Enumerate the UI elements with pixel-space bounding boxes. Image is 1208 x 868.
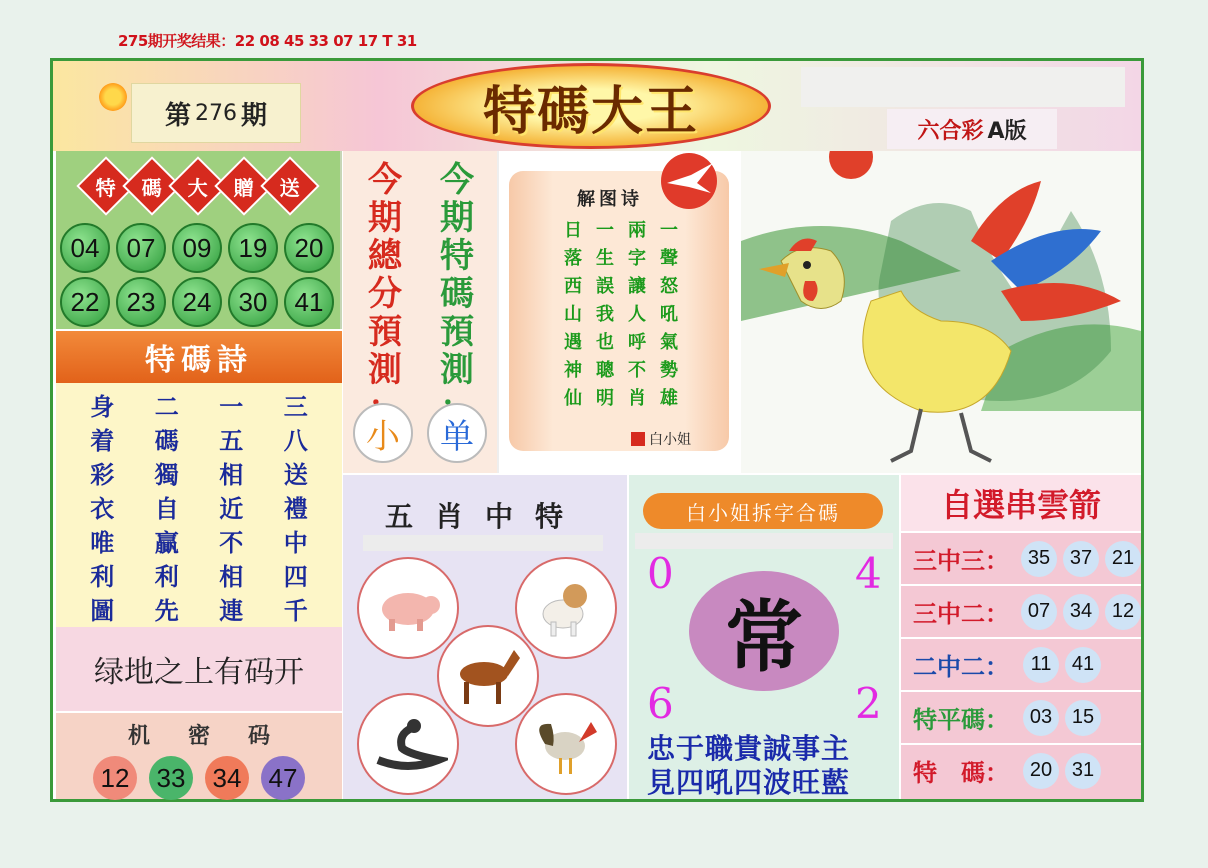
title-logo <box>411 63 771 149</box>
gift-title-char: 送 <box>260 156 319 215</box>
signature-text: 白小姐 <box>649 432 691 448</box>
digit-bottom-left: 6 <box>647 679 674 728</box>
poem-char: 贏 <box>154 528 179 557</box>
series-number-ball: 12 <box>1105 594 1141 630</box>
stamp-icon <box>631 432 645 446</box>
scroll-signature <box>631 429 691 449</box>
gift-numbers <box>56 223 340 327</box>
scroll-char: 遇 <box>564 332 582 353</box>
series-numbers <box>1021 594 1141 630</box>
poem-char: 二 <box>154 392 179 421</box>
series-number-ball: 03 <box>1023 700 1059 736</box>
secret-section <box>56 713 342 799</box>
number-ball: 19 <box>228 223 278 273</box>
poem-column <box>264 391 329 627</box>
scroll-char: 神 <box>564 360 582 381</box>
scroll-char: 聲 <box>660 248 678 269</box>
gift-title <box>56 165 340 207</box>
total-score-prediction-label <box>363 161 407 427</box>
self-selected-series <box>901 475 1141 799</box>
edition-label <box>887 109 1057 149</box>
secret-number-ball: 12 <box>93 756 137 800</box>
scroll-char: 一 <box>596 220 614 241</box>
prediction-char: 特 <box>440 236 474 276</box>
secret-number-ball: 33 <box>149 756 193 800</box>
poem-char: 身 <box>90 392 115 421</box>
scroll-char: 肖 <box>628 388 646 409</box>
poem-body <box>56 383 342 627</box>
split-character: 常 <box>689 571 839 691</box>
scroll-char: 讓 <box>628 276 646 297</box>
scroll-poem <box>557 219 685 411</box>
number-ball: 20 <box>284 223 334 273</box>
poem-char: 圖 <box>90 596 115 625</box>
scroll-char: 字 <box>628 248 646 269</box>
period-label <box>131 83 301 143</box>
poem-char: 碼 <box>154 426 179 455</box>
number-ball: 07 <box>116 223 166 273</box>
series-row <box>901 584 1141 637</box>
poem-char: 五 <box>219 426 244 455</box>
scroll-char: 也 <box>596 332 614 353</box>
scroll-char: 雄 <box>660 388 678 409</box>
secret-number-ball: 34 <box>205 756 249 800</box>
prediction-char: 測 <box>368 350 402 390</box>
prediction-char: 預 <box>440 312 474 352</box>
snake-icon <box>357 693 459 795</box>
series-row <box>901 637 1141 690</box>
poem-title-text: 特碼詩 <box>145 343 253 378</box>
period-suffix: 期 <box>241 100 268 131</box>
secret-title: 机 密 码 <box>127 723 271 749</box>
poem-char: 禮 <box>283 494 308 523</box>
scroll-char: 呼 <box>628 332 646 353</box>
series-number-ball: 31 <box>1065 753 1101 789</box>
character-row-1: 忠于職貴誠事主 <box>647 732 851 765</box>
secret-number-ball: 47 <box>261 756 305 800</box>
prediction-char: 期 <box>368 198 402 238</box>
prediction-char: 今 <box>440 160 474 200</box>
secret-numbers <box>56 756 342 800</box>
rooster-icon <box>741 151 1141 473</box>
series-label: 三中二： <box>913 599 1009 628</box>
character-code-title: 白小姐拆字合碼 <box>643 493 883 529</box>
series-number-ball: 37 <box>1063 541 1099 577</box>
previous-result: 275期开奖结果：22 08 45 33 07 17 T 31 <box>118 32 417 50</box>
prediction-char: 今 <box>368 160 402 200</box>
prediction-char: 預 <box>368 312 402 352</box>
number-ball: 24 <box>172 277 222 327</box>
series-number-ball: 11 <box>1023 647 1059 683</box>
header-banner <box>53 61 1141 151</box>
scroll-char: 不 <box>628 360 646 381</box>
series-label: 特平碼： <box>913 705 1009 734</box>
poem-char: 彩 <box>90 460 115 489</box>
poem-char: 不 <box>219 528 244 557</box>
poem-char: 千 <box>283 596 308 625</box>
poem-title <box>56 331 342 383</box>
prediction-char: 期 <box>440 198 474 238</box>
poem-char: 自 <box>154 494 179 523</box>
prediction-char: 測 <box>440 350 474 390</box>
poem-column <box>199 391 264 627</box>
scroll-char: 聰 <box>596 360 614 381</box>
scroll-char: 西 <box>564 276 582 297</box>
series-row <box>901 743 1141 796</box>
scroll-char: 人 <box>628 304 646 325</box>
series-number-ball: 21 <box>1105 541 1141 577</box>
number-ball: 41 <box>284 277 334 327</box>
poem-char: 唯 <box>90 528 115 557</box>
gift-title-char: 特 <box>76 156 135 215</box>
poem-column <box>135 391 200 627</box>
digit-bottom-right: 2 <box>855 679 882 728</box>
number-ball: 04 <box>60 223 110 273</box>
series-row <box>901 531 1141 584</box>
edition-prefix: 六合彩 <box>917 118 984 144</box>
dog-icon <box>515 557 617 659</box>
scroll-char: 明 <box>596 388 614 409</box>
scroll-char: 兩 <box>628 220 646 241</box>
edition-suffix: A版 <box>987 118 1027 144</box>
five-zodiac-title: 五肖中特 <box>384 500 585 533</box>
scroll-char: 生 <box>596 248 614 269</box>
blank-bar <box>635 533 893 549</box>
series-number-ball: 07 <box>1021 594 1057 630</box>
series-label: 三中三： <box>913 546 1009 575</box>
period-prefix: 第 <box>164 100 191 131</box>
blank-bar <box>801 67 1125 107</box>
gift-section <box>56 151 342 329</box>
series-number-ball: 35 <box>1021 541 1057 577</box>
bird-icon <box>661 153 717 209</box>
scroll-char: 我 <box>596 304 614 325</box>
rooster-illustration <box>741 151 1141 473</box>
series-number-ball: 15 <box>1065 700 1101 736</box>
digit-top-right: 4 <box>855 549 882 598</box>
number-ball: 22 <box>60 277 110 327</box>
digit-top-left: 0 <box>647 549 674 598</box>
poem-column <box>70 391 135 627</box>
title-text: 特碼大王 <box>482 80 699 142</box>
prediction-char: 分 <box>368 274 402 314</box>
series-label: 特 碼： <box>913 758 1009 787</box>
poem-char: 着 <box>90 426 115 455</box>
poem-char: 四 <box>283 562 308 591</box>
prediction-char: 碼 <box>440 274 474 314</box>
poem-char: 利 <box>90 562 115 591</box>
series-numbers <box>1023 700 1101 736</box>
scroll-char: 落 <box>564 248 582 269</box>
poem-char: 衣 <box>90 494 115 523</box>
special-code-prediction-label <box>435 161 479 427</box>
blank-bar <box>363 535 603 551</box>
scroll-char: 勢 <box>660 360 678 381</box>
scroll-title: 解图诗 <box>577 189 643 210</box>
gift-title-char: 大 <box>168 156 227 215</box>
prediction-panel <box>343 151 499 473</box>
total-score-answer: 小 <box>353 403 413 463</box>
series-number-ball: 34 <box>1063 594 1099 630</box>
poem-char: 先 <box>154 596 179 625</box>
gift-title-char: 碼 <box>122 156 181 215</box>
poem-char: 利 <box>154 562 179 591</box>
series-numbers <box>1023 647 1101 683</box>
series-title: 自選串雲箭 <box>901 475 1141 531</box>
sun-icon <box>99 83 127 111</box>
period-number: 276 <box>195 100 237 126</box>
number-ball: 09 <box>172 223 222 273</box>
rooster-icon <box>515 693 617 795</box>
scroll-char: 吼 <box>660 304 678 325</box>
riddle-scroll <box>501 151 741 473</box>
scroll-char: 仙 <box>564 388 582 409</box>
character-code-panel <box>629 475 899 799</box>
character-row-2: 見四吼四波旺藍 <box>647 766 851 799</box>
poster-frame <box>50 58 1144 802</box>
poem-char: 一 <box>219 392 244 421</box>
poem-char: 相 <box>219 562 244 591</box>
scroll-char: 氣 <box>660 332 678 353</box>
series-row <box>901 690 1141 743</box>
scroll-char: 日 <box>564 220 582 241</box>
series-label: 二中二： <box>913 652 1009 681</box>
horse-icon <box>437 625 539 727</box>
poem-char: 獨 <box>154 460 179 489</box>
slogan: 绿地之上有码开 <box>56 627 342 711</box>
number-ball: 23 <box>116 277 166 327</box>
scroll-char: 誤 <box>596 276 614 297</box>
series-numbers <box>1023 753 1101 789</box>
series-number-ball: 20 <box>1023 753 1059 789</box>
special-code-answer: 单 <box>427 403 487 463</box>
series-numbers <box>1021 541 1141 577</box>
poem-char: 中 <box>283 528 308 557</box>
poem-char: 連 <box>219 596 244 625</box>
scroll-char: 一 <box>660 220 678 241</box>
gift-title-char: 贈 <box>214 156 273 215</box>
poem-char: 三 <box>283 392 308 421</box>
poem-char: 近 <box>219 494 244 523</box>
number-ball: 30 <box>228 277 278 327</box>
prediction-char: 總 <box>368 236 402 276</box>
poem-char: 相 <box>219 460 244 489</box>
poem-char: 送 <box>283 460 308 489</box>
scroll-char: 怒 <box>660 276 678 297</box>
poem-char: 八 <box>283 426 308 455</box>
series-number-ball: 41 <box>1065 647 1101 683</box>
five-zodiac-section <box>343 475 627 799</box>
scroll-char: 山 <box>564 304 582 325</box>
pig-icon <box>357 557 459 659</box>
